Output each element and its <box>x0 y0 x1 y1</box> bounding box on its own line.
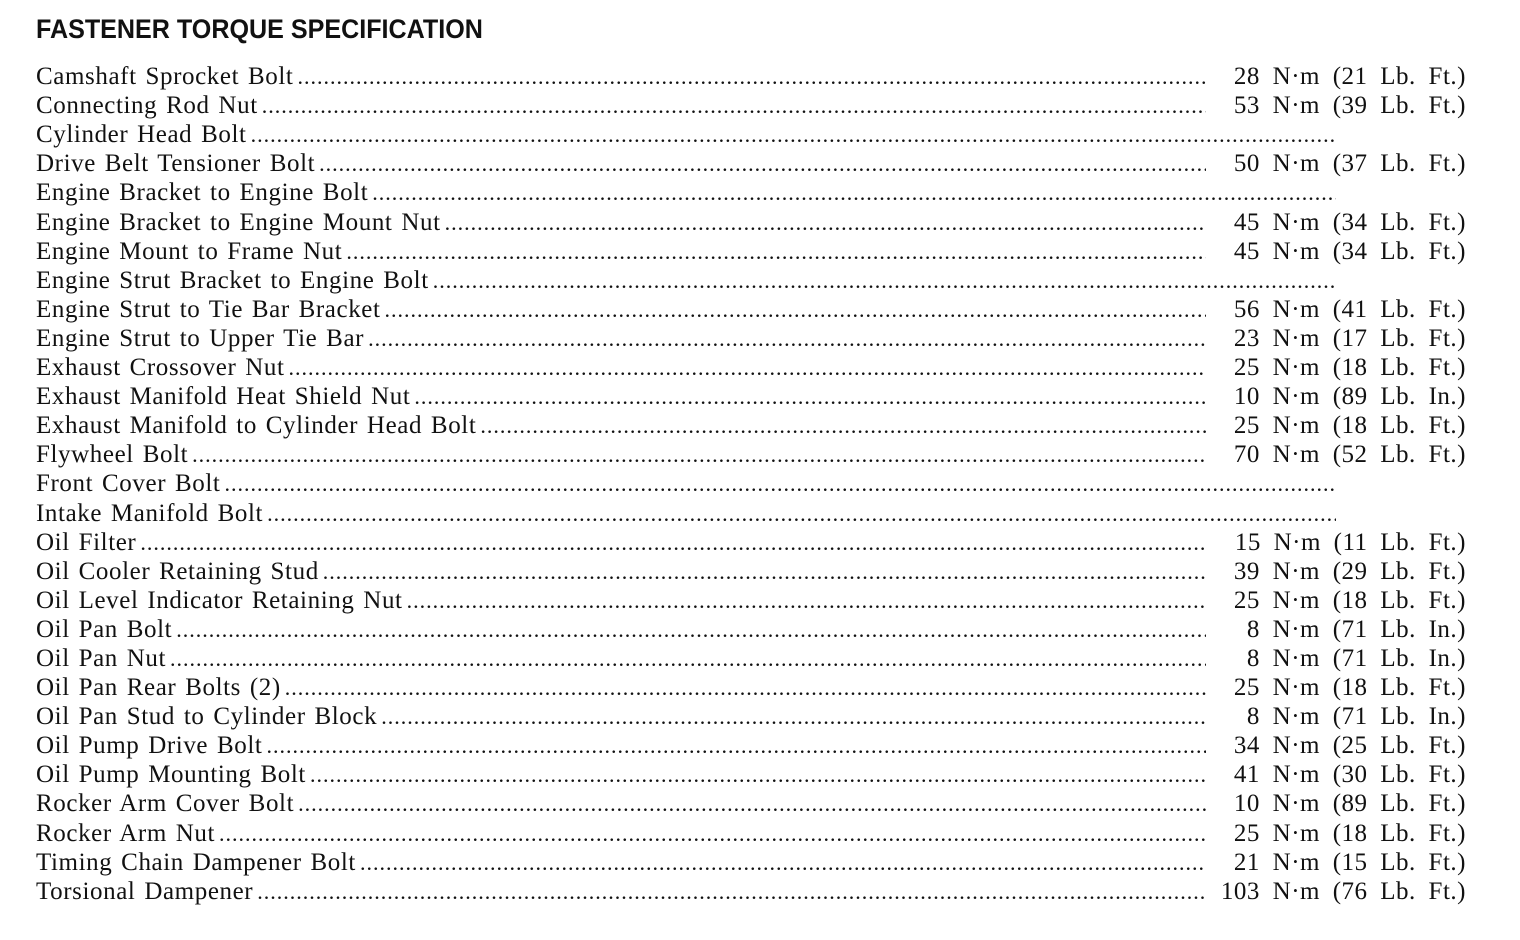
dot-leader <box>414 382 1206 411</box>
spec-row <box>36 528 1466 557</box>
dot-leader <box>298 789 1206 818</box>
dot-leader <box>407 586 1206 615</box>
dot-leader <box>257 877 1206 906</box>
dot-leader <box>267 499 1336 528</box>
fastener-name: Oil Pump Drive Bolt <box>36 732 263 760</box>
torque-value: 56 N·m (41 Lb. Ft.) <box>1233 295 1466 323</box>
dot-leader <box>372 178 1336 207</box>
fastener-name: Rocker Arm Nut <box>36 819 216 847</box>
torque-value: 70 N·m (52 Lb. Ft.) <box>1233 441 1466 469</box>
torque-value: 10 N·m (89 Lb. Ft.) <box>1233 790 1466 818</box>
fastener-name: Oil Pan Stud to Cylinder Block <box>36 703 378 731</box>
spec-row <box>36 207 1466 236</box>
fastener-name: Torsional Dampener <box>36 877 254 905</box>
spec-row <box>36 382 1466 411</box>
fastener-name: Engine Mount to Frame Nut <box>36 237 343 265</box>
fastener-name: Rocker Arm Cover Bolt <box>36 790 295 818</box>
spec-row <box>36 644 1466 673</box>
torque-value: 45 N·m (34 Lb. Ft.) <box>1233 208 1466 236</box>
dot-leader <box>266 731 1206 760</box>
torque-value: 15 N·m (11 Lb. Ft.) <box>1234 528 1466 556</box>
fastener-name: Exhaust Manifold Heat Shield Nut <box>36 383 411 411</box>
fastener-name: Engine Strut Bracket to Engine Bolt <box>36 266 429 294</box>
fastener-name: Engine Strut to Upper Tie Bar <box>36 324 365 352</box>
fastener-name: Oil Pan Bolt <box>36 615 173 643</box>
fastener-name: Cylinder Head Bolt <box>36 121 247 149</box>
dot-leader <box>360 848 1206 877</box>
spec-row <box>36 237 1466 266</box>
spec-row <box>36 673 1466 702</box>
spec-row <box>36 702 1466 731</box>
torque-value: 23 N·m (17 Lb. Ft.) <box>1233 324 1466 352</box>
spec-row <box>36 62 1466 91</box>
spec-row <box>36 557 1466 586</box>
page-title: FASTENER TORQUE SPECIFICATION <box>36 14 483 44</box>
dot-leader <box>310 760 1206 789</box>
spec-row <box>36 324 1466 353</box>
fastener-name: Drive Belt Tensioner Bolt <box>36 150 316 178</box>
torque-value: 41 N·m (30 Lb. Ft.) <box>1233 761 1466 789</box>
dot-leader <box>176 615 1206 644</box>
dot-leader <box>346 237 1206 266</box>
dot-leader <box>480 411 1206 440</box>
spec-row <box>36 848 1466 877</box>
dot-leader <box>140 528 1206 557</box>
dot-leader <box>224 469 1336 498</box>
dot-leader <box>285 673 1206 702</box>
dot-leader <box>319 149 1206 178</box>
dot-leader <box>433 266 1336 295</box>
torque-value: 8 N·m (71 Lb. In.) <box>1246 703 1466 731</box>
dot-leader <box>323 557 1206 586</box>
dot-leader <box>381 702 1206 731</box>
spec-row <box>36 760 1466 789</box>
fastener-name: Oil Pan Nut <box>36 644 167 672</box>
fastener-name: Oil Pump Mounting Bolt <box>36 761 306 789</box>
torque-value: 25 N·m (18 Lb. Ft.) <box>1233 412 1466 440</box>
dot-leader <box>219 819 1206 848</box>
torque-value: 21 N·m (15 Lb. Ft.) <box>1233 848 1466 876</box>
fastener-name: Timing Chain Dampener Bolt <box>36 848 356 876</box>
spec-row <box>36 615 1466 644</box>
fastener-name: Oil Pan Rear Bolts (2) <box>36 674 281 702</box>
torque-value: 50 N·m (37 Lb. Ft.) <box>1233 150 1466 178</box>
spec-row <box>36 411 1466 440</box>
dot-leader <box>385 295 1206 324</box>
torque-value: 103 N·m (76 Lb. Ft.) <box>1220 877 1466 905</box>
torque-value: 53 N·m (39 Lb. Ft.) <box>1233 92 1466 120</box>
dot-leader <box>251 120 1336 149</box>
torque-spec-list <box>36 62 1466 906</box>
spec-row <box>36 353 1466 382</box>
spec-row <box>36 149 1466 178</box>
torque-value: 25 N·m (18 Lb. Ft.) <box>1233 586 1466 614</box>
spec-row <box>36 178 1466 207</box>
spec-row <box>36 877 1466 906</box>
spec-row <box>36 731 1466 760</box>
spec-row <box>36 469 1466 498</box>
spec-row <box>36 789 1466 818</box>
fastener-name: Engine Strut to Tie Bar Bracket <box>36 295 381 323</box>
dot-leader <box>368 324 1206 353</box>
torque-value: 8 N·m (71 Lb. In.) <box>1246 615 1466 643</box>
fastener-name: Engine Bracket to Engine Mount Nut <box>36 208 441 236</box>
spec-row <box>36 586 1466 615</box>
dot-leader <box>192 440 1206 469</box>
spec-row <box>36 818 1466 847</box>
dot-leader <box>289 353 1206 382</box>
fastener-name: Camshaft Sprocket Bolt <box>36 63 294 91</box>
torque-value: 45 N·m (34 Lb. Ft.) <box>1233 237 1466 265</box>
torque-value: 39 N·m (29 Lb. Ft.) <box>1233 557 1466 585</box>
fastener-name: Front Cover Bolt <box>36 470 221 498</box>
torque-value: 10 N·m (89 Lb. In.) <box>1233 383 1466 411</box>
torque-value: 25 N·m (18 Lb. Ft.) <box>1233 819 1466 847</box>
torque-value: 25 N·m (18 Lb. Ft.) <box>1233 674 1466 702</box>
fastener-name: Oil Filter <box>36 528 137 556</box>
fastener-name: Intake Manifold Bolt <box>36 499 264 527</box>
fastener-name: Exhaust Crossover Nut <box>36 354 285 382</box>
fastener-name: Flywheel Bolt <box>36 441 189 469</box>
dot-leader <box>262 91 1206 120</box>
spec-row <box>36 91 1466 120</box>
torque-value: 28 N·m (21 Lb. Ft.) <box>1233 63 1466 91</box>
fastener-name: Engine Bracket to Engine Bolt <box>36 179 369 207</box>
dot-leader <box>445 208 1206 237</box>
spec-row <box>36 498 1466 527</box>
torque-value: 34 N·m (25 Lb. Ft.) <box>1233 732 1466 760</box>
fastener-name: Connecting Rod Nut <box>36 92 258 120</box>
fastener-name: Exhaust Manifold to Cylinder Head Bolt <box>36 412 477 440</box>
fastener-name: Oil Cooler Retaining Stud <box>36 557 319 585</box>
spec-row <box>36 295 1466 324</box>
dot-leader <box>297 62 1206 91</box>
fastener-name: Oil Level Indicator Retaining Nut <box>36 586 403 614</box>
spec-row <box>36 266 1466 295</box>
torque-value: 8 N·m (71 Lb. In.) <box>1246 644 1466 672</box>
torque-value: 25 N·m (18 Lb. Ft.) <box>1233 354 1466 382</box>
dot-leader <box>170 644 1206 673</box>
spec-row <box>36 120 1466 149</box>
spec-row <box>36 440 1466 469</box>
